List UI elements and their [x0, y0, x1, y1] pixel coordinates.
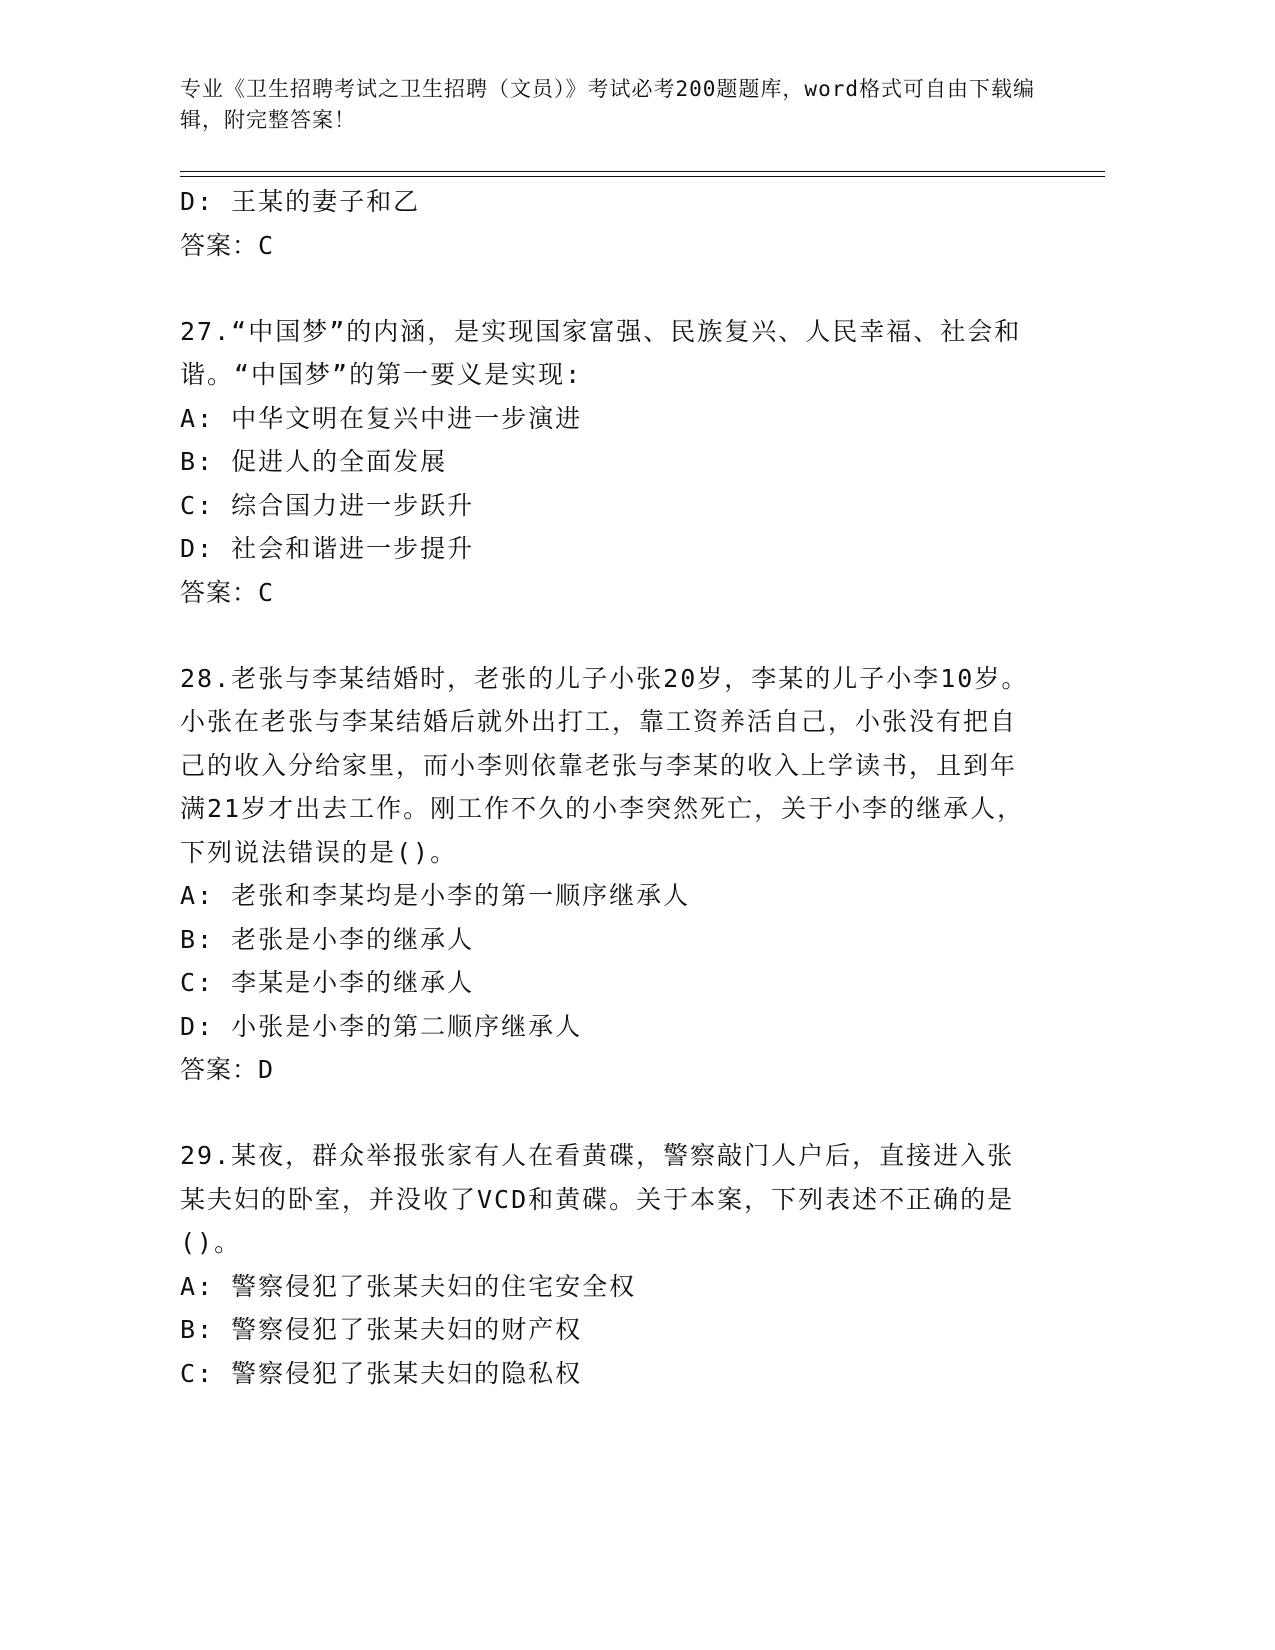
- header-rule-bottom: [180, 176, 1105, 177]
- question-29: [180, 1134, 1040, 1395]
- question-27: [180, 310, 1040, 615]
- option-a: A: 中华文明在复兴中进一步演进: [180, 403, 583, 433]
- option-a: A: 警察侵犯了张某夫妇的住宅安全权: [180, 1271, 637, 1301]
- question-list: [180, 180, 1040, 1395]
- question-26: [180, 180, 1040, 268]
- spacer: [180, 615, 1040, 657]
- option-d: D: 王某的妻子和乙: [180, 187, 421, 216]
- option-a: A: 老张和李某均是小李的第一顺序继承人: [180, 881, 691, 910]
- option-c: C: 综合国力进一步跃升: [180, 490, 475, 520]
- answer-label: 答案：D: [180, 1055, 275, 1084]
- question-stem: 29.某夜，群众举报张家有人在看黄碟，警察敲门人户后，直接进入张某夫妇的卧室，并没收了VCD和黄碟。关于本案，下列表述不正确的是()。: [180, 1141, 1015, 1257]
- header-rule-top: [180, 171, 1105, 172]
- option-c: C: 警察侵犯了张某夫妇的隐私权: [180, 1358, 583, 1388]
- question-28: [180, 657, 1040, 1093]
- option-d: D: 小张是小李的第二顺序继承人: [180, 1011, 583, 1041]
- option-b: B: 老张是小李的继承人: [180, 924, 475, 954]
- option-c: C: 李某是小李的继承人: [180, 968, 475, 997]
- option-b: B: 促进人的全面发展: [180, 447, 448, 476]
- answer-label: 答案：C: [180, 577, 275, 607]
- question-stem: 27.“中国梦”的内涵，是实现国家富强、民族复兴、人民幸福、社会和谐。“中国梦”的第一要义是实现:: [180, 316, 1022, 389]
- answer-label: 答案：C: [180, 230, 275, 260]
- spacer: [180, 1092, 1040, 1134]
- question-stem: 28.老张与李某结婚时，老张的儿子小张20岁，李某的儿子小李10岁。小张在老张与李某结婚后就外出打工，靠工资养活自己，小张没有把自己的收入分给家里，而小李则依靠老张与李某的收入上学读书，且到年满21岁才出去工作。刚工作不久的小李突然死亡，关于小李的继承人，下列说法错误的是()。: [180, 663, 1029, 867]
- option-d: D: 社会和谐进一步提升: [180, 534, 475, 563]
- option-b: B: 警察侵犯了张某夫妇的财产权: [180, 1315, 583, 1344]
- document-header: 专业《卫生招聘考试之卫生招聘（文员）》考试必考200题题库，word格式可自由下载编辑，附完整答案！: [180, 77, 1035, 132]
- spacer: [180, 268, 1040, 310]
